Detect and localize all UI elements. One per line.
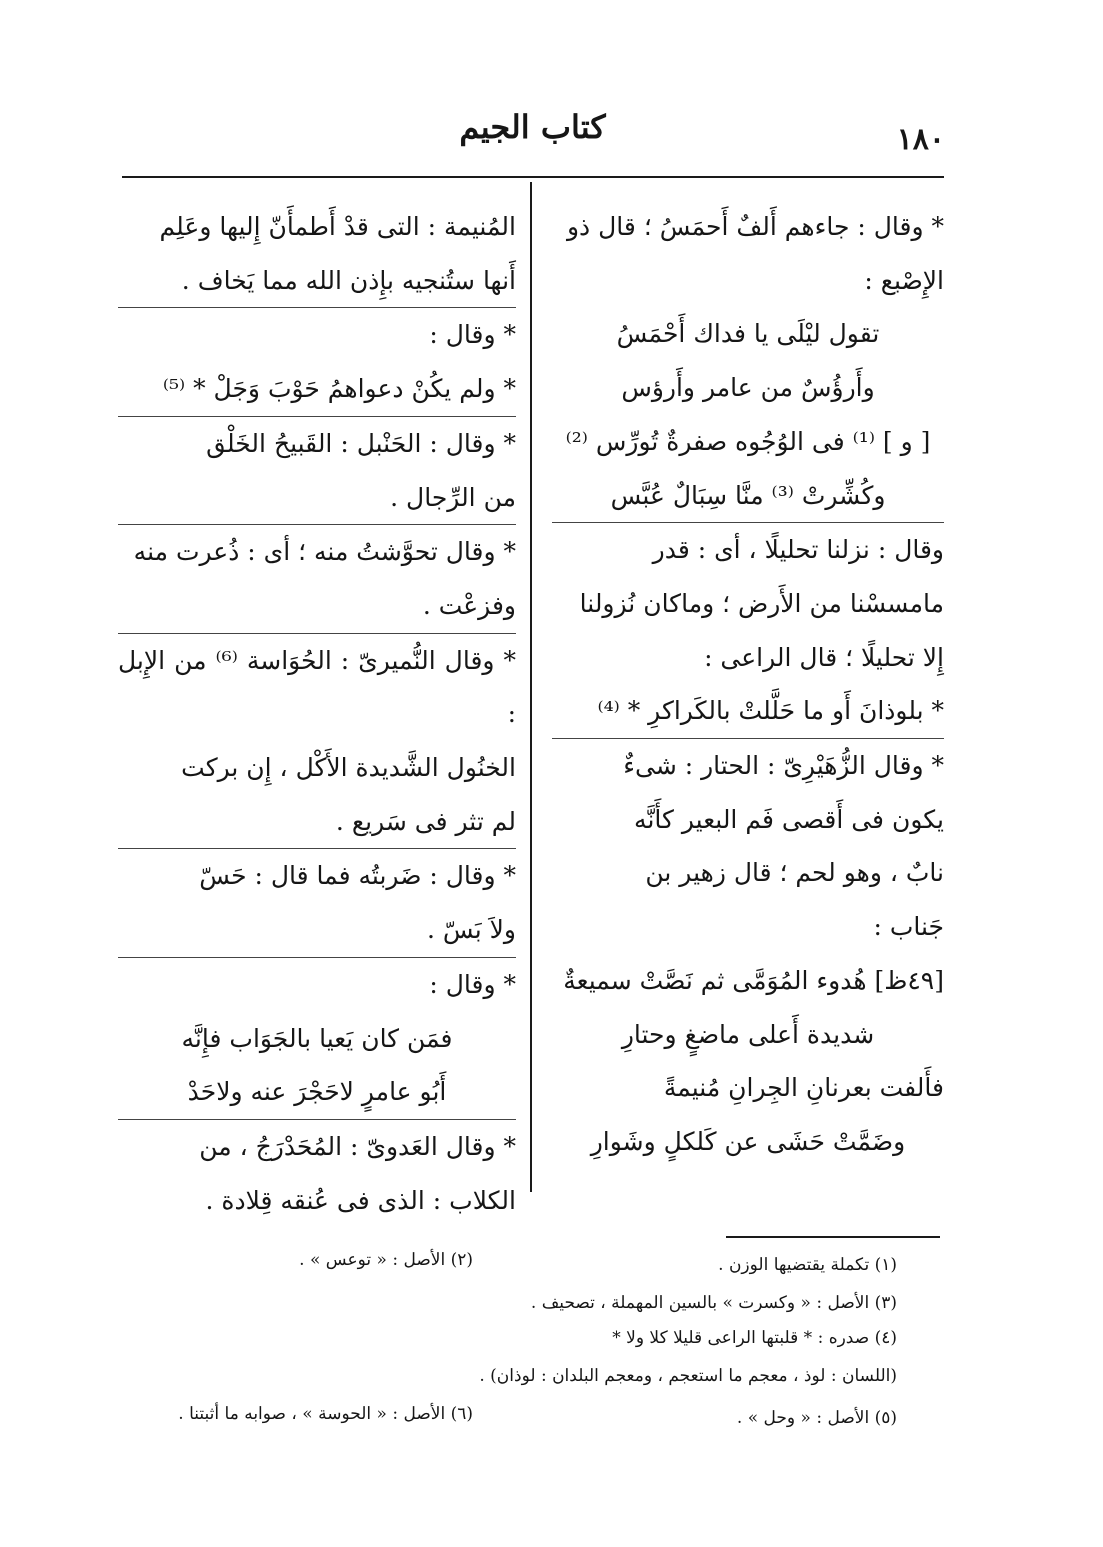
- text-line: المُنيمة : التى قدْ أَطمأَنّ إِليها وعَلِم: [159, 212, 516, 241]
- footnote-3: (٣) الأصل : « وكسرت » بالسين المهملة ، تصحيف .: [530, 1293, 897, 1313]
- text-line: * وقال الزُّهَيْرِىّ : الحتار : شىءٌ: [552, 738, 944, 793]
- verse-line: [٤٩ظ] هُدوء المُوَمَّى ثم نَصَّتْ سميعةٌ: [563, 965, 944, 995]
- text-line: نابٌ ، وهو لحم ؛ قال زهير بن: [645, 858, 944, 888]
- text-line: الإِصْبع :: [864, 265, 944, 295]
- text-line: * وقال :: [118, 957, 516, 1012]
- text-line: جَناب :: [873, 912, 944, 942]
- verse-line: وضَمَّتْ حَشَى عن كَلكلٍ وشَوارِ: [590, 1126, 906, 1156]
- text-line: ولاَ بَسّ .: [426, 915, 516, 945]
- verse-line: تقول ليْلَى يا فداك أَحْمَسُ: [616, 319, 880, 349]
- text-line: أَنها ستُنجيه بإِذن الله مما يَخاف .: [181, 265, 516, 295]
- footnote-4: (٤) صدره : * قلبتها الراعى قليلا كلا ولا *: [612, 1328, 897, 1348]
- verse-line: فمَن كان يَعيا بالجَوَاب فإِنَّه: [181, 1023, 453, 1053]
- text-line: لم تثر فى سَريع .: [335, 806, 516, 836]
- text-line: وقال : نزلنا تحليلًا ، أى : قدر: [552, 522, 944, 577]
- text-line: مامسسْنا من الأَرض ؛ وماكان نُزولنا: [579, 588, 944, 618]
- right-column: [552, 200, 944, 1169]
- text-line: * وقال :: [118, 307, 516, 362]
- footnote-5: (٥) الأصل : « وحل » .: [736, 1408, 897, 1428]
- text-line: * وقال النُّميرىّ : الحُوَاسة ⁽⁶⁾ من الإِبل :: [118, 633, 516, 741]
- text-line: إِلا تحليلًا ؛ قال الراعى :: [704, 642, 944, 672]
- text-line: الخنُول الشَّديدة الأَكْل ، إِن بركت: [181, 753, 516, 783]
- left-column: [118, 200, 516, 1227]
- text-line: * وقال العَدوىّ : المُحَدْرَجُ ، من: [118, 1119, 516, 1174]
- footnote-4-source: (اللسان : لوذ ، معجم ما استعجم ، ومعجم البلدان : لوذان) .: [479, 1366, 897, 1386]
- footnote-6: (٦) الأصل : « الحوسة » ، صوابه ما أثبتنا .: [178, 1404, 473, 1424]
- verse-line: وأَرؤُسٌ من عامر وأَرؤس: [621, 373, 875, 403]
- text-line: من الرِّجال .: [390, 482, 516, 512]
- text-line: * وقال : جاءهم أَلفٌ أَحمَسُ ؛ قال ذو: [566, 212, 944, 241]
- verse-line: [ و ] ⁽¹⁾ فى الوُجُوه صفرةٌ تُورِّس ⁽²⁾: [565, 426, 931, 456]
- text-line: * وقال تحوَّشتُ منه ؛ أى : ذُعرت منه: [118, 524, 516, 579]
- verse-line: أَبُو عامرٍ لاحَجْرَ عنه ولاحَدْ: [187, 1077, 447, 1107]
- footnote-divider: [726, 1236, 940, 1238]
- running-title: كتاب الجيم: [459, 108, 606, 146]
- verse-line: * بلوذانَ أَو ما حَلَّلتْ بالكَراكرِ * ⁽⁴⁾: [597, 696, 944, 726]
- verse-line: فأَلفت بعرنانِ الجِرانِ مُنيمةً: [663, 1073, 944, 1103]
- footnote-1: (١) تكملة يقتضيها الوزن .: [718, 1255, 897, 1275]
- footnote-2: (٢) الأصل : « توعس » .: [299, 1250, 473, 1270]
- text-line: يكون فى أَقصى فَم البعير كأَنَّه: [634, 804, 944, 834]
- text-line: * وقال : الحَنْبل : القَبيحُ الخَلْق: [118, 416, 516, 471]
- page-number: ١٨٠: [896, 122, 945, 157]
- text-line: الكلاب : الذى فى عُنقه قِلادة .: [205, 1185, 516, 1215]
- header-divider: [122, 176, 944, 178]
- verse-line: شديدة أَعلى ماضغٍ وحتارِ: [621, 1019, 875, 1049]
- verse-line: وكُشِّرتْ ⁽³⁾ منَّا سِبَالٌ عُبَّس: [610, 480, 886, 510]
- page-header: [120, 98, 945, 170]
- verse-line: * ولم يكُنْ دعواهمُ حَوْبَ وَجَلْ * ⁽⁵⁾: [162, 374, 516, 404]
- text-line: * وقال : ضَربتُه فما قال : حَسّ: [118, 848, 516, 903]
- column-divider: [530, 182, 532, 1192]
- text-line: وفزعْت .: [422, 590, 516, 620]
